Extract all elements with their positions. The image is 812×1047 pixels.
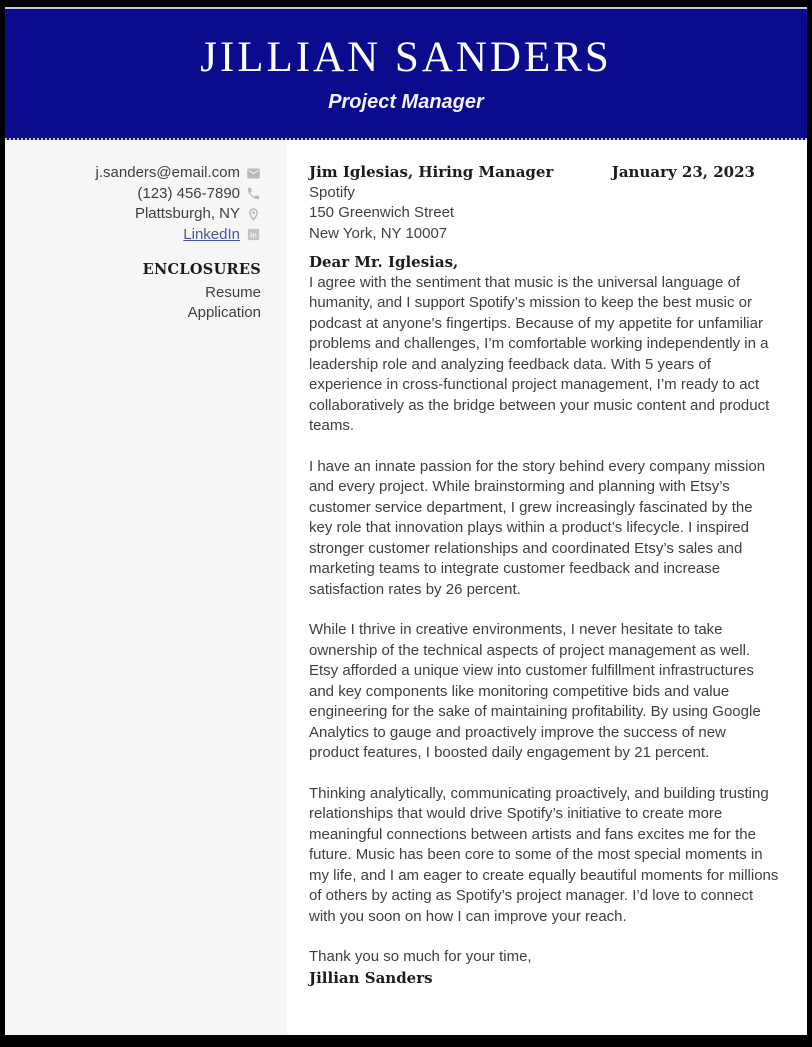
contact-row-linkedin [17, 225, 261, 246]
linkedin-icon [246, 227, 261, 242]
phone-text: (123) 456-7890 [137, 184, 240, 202]
svg-text:in: in [250, 230, 257, 240]
recipient-block [309, 162, 553, 244]
sidebar [5, 140, 287, 1035]
enclosure-item-application: Application [187, 304, 261, 321]
letter-body [287, 140, 807, 1035]
contact-row-email [17, 163, 261, 184]
recipient-address-line1: 150 Greenwich Street [309, 204, 455, 221]
location-icon [246, 207, 261, 222]
candidate-job-title: Project Manager [328, 91, 484, 113]
page-body [5, 140, 807, 1035]
letter-paragraph-3: While I thrive in creative environments, I never hesitate to take ownership of the technical aspects of project management as well. Etsy afforded a unique view into customer fulfillment infrastructures and key components like monitoring competitive bids and value engineering for the sake of maintaining profitability. By using Google Analytics to gauge and proactively improve the success of new product features, I boosted daily engagement by 21 percent. [309, 621, 761, 761]
salutation: Dear Mr. Iglesias, [309, 253, 459, 271]
letter-paragraph-2: I have an innate passion for the story behind every company mission and every project. While brainstorming and planning with Etsy’s customer service department, I grew increasingly fascinated by the key role that innovation plays within a product’s lifecycle. I inspired stronger customer relationships and coordinated Etsy’s sales and marketing teams to integrate customer feedback and increase satisfaction rates by 26 percent. [309, 457, 766, 598]
recipient-and-date-row [309, 162, 780, 244]
linkedin-link[interactable]: LinkedIn [183, 225, 240, 243]
cover-letter-page [5, 7, 807, 1035]
location-text: Plattsburgh, NY [134, 205, 240, 222]
email-text: j.sanders@email.com [95, 164, 240, 181]
letter-paragraph-4: Thinking analytically, communicating proactively, and building trusting relationships that would drive Spotify’s initiative to create more meaningful connections between artists and fans excites me for the future. Music has been core to some of the most special moments in my life, and I am eager to create equally beautiful moments for millions of others by acting as Spotify’s project manager. I’d love to connect with you soon on how I can improve your reach. [309, 784, 779, 925]
email-icon [246, 166, 261, 181]
contact-row-phone [17, 184, 261, 205]
enclosures-heading: ENCLOSURES [142, 261, 261, 278]
contact-row-location [17, 204, 261, 225]
letter-paragraph-1: I agree with the sentiment that music is the universal language of humanity, and I support Spotify’s mission to keep the best music or podcast at anyone's fingertips. Because of my appetite for unfamiliar problems and challenges, I’m comfortable working independently in a leadership role and analyzing feedback data. With 5 years of experience in cross-functional project management, I’m ready to act collaboratively as the bridge between your music content and product teams. [309, 273, 770, 434]
recipient-address-line2: New York, NY 10007 [309, 224, 448, 242]
phone-icon [246, 186, 261, 201]
signature-name: Jillian Sanders [309, 968, 433, 987]
enclosure-item-resume: Resume [205, 283, 261, 301]
closing-line: Thank you so much for your time, [309, 948, 532, 965]
recipient-company: Spotify [309, 183, 355, 201]
enclosures-section [17, 260, 261, 324]
closing-block [309, 947, 780, 988]
recipient-name: Jim Iglesias, Hiring Manager [309, 163, 554, 181]
letter-date: January 23, 2023 [611, 163, 755, 181]
header-band [5, 7, 807, 140]
candidate-name-title: JILLIAN SANDERS [200, 34, 612, 81]
